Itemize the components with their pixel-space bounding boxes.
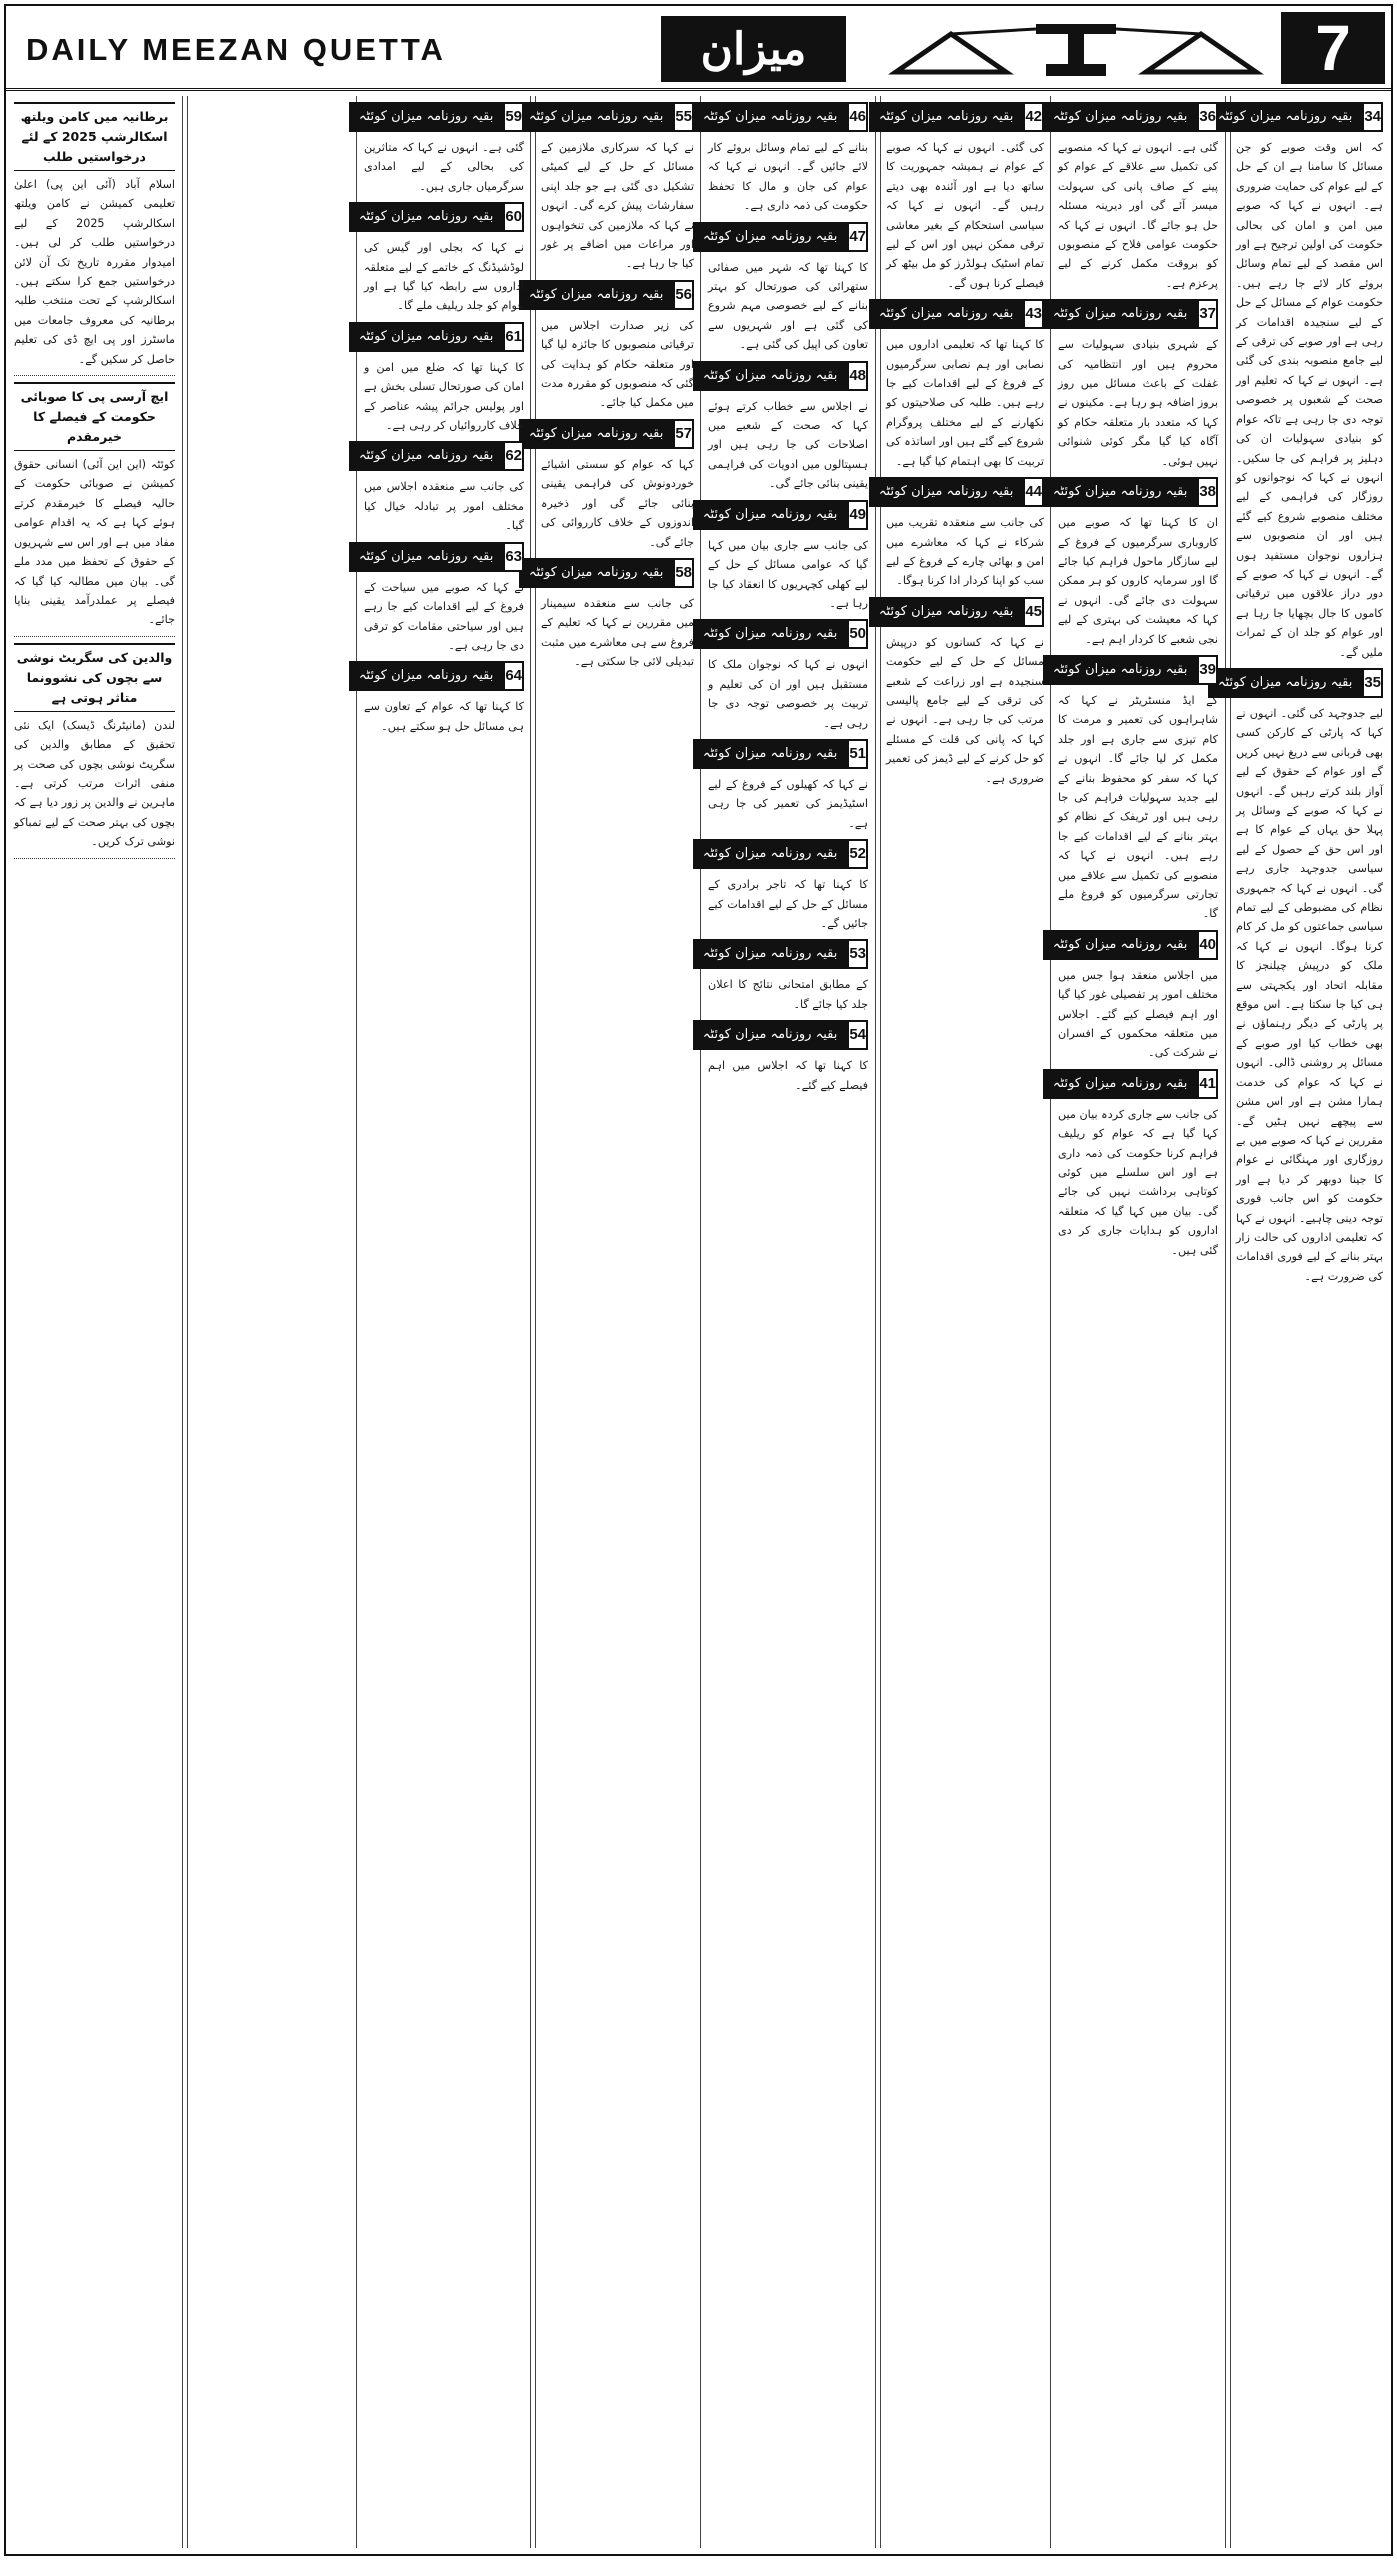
continuation-label: بقیہ روزنامہ میزان کوئٹہ [693,619,847,649]
continuation-block [702,1020,868,1095]
continuation-label: بقیہ روزنامہ میزان کوئٹہ [693,500,847,530]
news-column [528,96,700,2548]
continuation-label: بقیہ روزنامہ میزان کوئٹہ [349,441,503,471]
news-column [1052,96,1224,2548]
continuation-text: نے کہا کہ صوبے میں سیاحت کے فروغ کے لیے اقدامات کیے جا رہے ہیں اور سیاحتی مقامات کو ترقی دی جا رہی ہے۔ [364,580,524,652]
continuation-text: کا کہنا تھا کہ ضلع میں امن و امان کی صورتحال تسلی بخش ہے اور پولیس جرائم پیشہ عناصر کے خلاف کارروائیاں کر رہی ہے۔ [364,360,524,433]
continuation-text: انہوں نے کہا کہ نوجوان ملک کا مستقبل ہیں اور ان کی تعلیم و تربیت پر خصوصی توجہ دی جا رہی ہے۔ [708,658,868,730]
continuation-block [878,102,1044,293]
continuation-block [878,477,1044,591]
continuation-block [528,558,694,672]
continuation-header [528,419,694,449]
continuation-text: کی زیر صدارت اجلاس میں ترقیاتی منصوبوں کا جائزہ لیا گیا اور متعلقہ حکام کو ہدایت کی گئی کہ منصوبوں کو مقررہ مدت میں مکمل کیا جائے۔ [541,318,694,410]
continuation-number: 39 [1197,655,1218,685]
continuation-text: کی گئی۔ انہوں نے کہا کہ صوبے کے عوام نے ہمیشہ جمہوریت کا ساتھ دیا ہے اور آئندہ بھی دیتے رہیں گے۔ انہوں نے کہا کہ سیاسی استحکام کے بغیر معاشی ترقی ممکن نہیں اور اس کے لیے تمام اسٹیک ہولڈرز کو مل بیٹھ کر فیصلے کرنا ہوں گے۔ [886,141,1044,290]
continuation-header [702,939,868,969]
continuation-block [528,280,694,413]
continuation-header [528,280,694,310]
continuation-header [1217,102,1383,132]
continuation-label: بقیہ روزنامہ میزان کوئٹہ [519,280,673,310]
continuation-block [1052,299,1218,471]
continuation-label: بقیہ روزنامہ میزان کوئٹہ [1043,102,1197,132]
continuation-block [1052,655,1218,924]
continuation-header [358,542,524,572]
continuation-header [878,597,1044,627]
continuation-number: 58 [673,558,694,588]
continuation-text: نے اجلاس سے خطاب کرتے ہوئے کہا کہ صحت کے شعبے میں اصلاحات کی جا رہی ہیں اور ہسپتالوں میں ادویات کی فراہمی یقینی بنائی جائے گی۔ [708,399,868,491]
continuation-label: بقیہ روزنامہ میزان کوئٹہ [1043,1069,1197,1099]
newspaper-logo: میزان [661,16,846,82]
continuation-text: کا کہنا تھا کہ اجلاس میں اہم فیصلے کیے گئے۔ [708,1059,868,1092]
continuation-number: 63 [503,542,524,572]
continuation-text: میں اجلاس منعقد ہوا جس میں مختلف امور پر تفصیلی غور کیا گیا اور اہم فیصلے کیے گئے۔ اجلاس میں متعلقہ محکموں کے افسران نے شرکت کی۔ [1058,968,1218,1060]
news-column [880,96,1050,2548]
continuation-header [358,102,524,132]
continuation-text: کی جانب سے منعقدہ تقریب میں شرکاء نے کہا کہ معاشرے میں امن و بھائی چارے کے فروغ کے لیے سب کو اپنا کردار ادا کرنا ہوگا۔ [886,516,1044,588]
continuation-label: بقیہ روزنامہ میزان کوئٹہ [693,839,847,869]
continuation-header [702,619,868,649]
continuation-number: 38 [1197,477,1218,507]
continuation-text: کے مطابق امتحانی نتائج کا اعلان جلد کیا جائے گا۔ [708,978,868,1011]
continuation-number: 60 [503,202,524,232]
continuation-block [358,102,524,196]
continuation-block [528,419,694,552]
news-column [1217,96,1389,2548]
continuation-number: 44 [1023,477,1044,507]
continuation-text: کی جانب سے منعقدہ اجلاس میں مختلف امور پر تبادلہ خیال کیا گیا۔ [364,480,524,533]
continuation-label: بقیہ روزنامہ میزان کوئٹہ [869,477,1023,507]
column-rule [182,96,188,2548]
continuation-block [702,619,868,733]
continuation-text: کہا کہ عوام کو سستی اشیائے خوردونوش کی فراہمی یقینی بنائی جائے گی اور ذخیرہ اندوزوں کے خلاف کارروائی کی جائے گی۔ [541,457,694,549]
continuation-block [358,322,524,436]
continuation-header [1052,299,1218,329]
continuation-text: کا کہنا تھا کہ شہر میں صفائی ستھرائی کی صورتحال کو بہتر بنانے کے لیے خصوصی مہم شروع کی گئی ہے اور شہریوں سے تعاون کی اپیل کی گئی ہے۔ [708,260,868,352]
news-text: کوئٹہ (این این آئی) انسانی حقوق کمیشن نے صوبائی حکومت کے حالیہ فیصلے کا خیرمقدم کرتے ہوئے کہا ہے کہ یہ اقدام عوامی مفاد میں ہے اور اس سے شہریوں کے حقوق کے تحفظ میں مدد ملے گی۔ بیان میں مطالبہ کیا گیا کہ فیصلے پر عملدرآمد یقینی بنایا جائے۔ [14,458,175,627]
continuation-label: بقیہ روزنامہ میزان کوئٹہ [693,361,847,391]
continuation-label: بقیہ روزنامہ میزان کوئٹہ [519,558,673,588]
continuation-number: 40 [1197,930,1218,960]
continuation-text: نے کہا کہ کھیلوں کے فروغ کے لیے اسٹیڈیمز کی تعمیر کی جا رہی ہے۔ [708,777,868,830]
continuation-header [358,202,524,232]
continuation-header [702,361,868,391]
continuation-text: گئی ہے۔ انہوں نے کہا کہ متاثرین کی بحالی کے لیے امدادی سرگرمیاں جاری ہیں۔ [364,141,524,193]
continuation-text: کہ اس وقت صوبے کو جن مسائل کا سامنا ہے ان کے حل کے لیے عوام کی حمایت ضروری ہے۔ انہوں نے کہا کہ صوبے میں امن و امان کی بحالی حکومت کی اولین ترجیح ہے اور اس مقصد کے لیے تمام وسائل بروئے کار لائے جا رہے ہیں۔ حکومت عوام کے مسائل کے حل کے لیے سنجیدہ اقدامات کر رہی ہے اور صوبے کی ترقی کے لیے جامع منصوبہ بندی کی گئی ہے۔ انہوں نے کہا کہ تعلیم اور صحت کے شعبوں پر خصوصی توجہ دی جا رہی ہے تاکہ عوام کو بنیادی سہولیات ان کی دہلیز پر فراہم کی جا سکیں۔ انہوں نے کہا کہ نوجوانوں کو روزگار کی فراہمی کے لیے مختلف منصوبے شروع کیے گئے ہیں اور ان منصوبوں سے ہزاروں نوجوان مستفید ہوں گے۔ انہوں نے کہا کہ صوبے کے دور دراز علاقوں میں ترقیاتی کاموں کا جال بچھایا جا رہا ہے اور عوام کو جلد ان کے ثمرات ملیں گے۔ [1236,141,1383,659]
continuation-header [702,102,868,132]
news-headline: والدین کی سگریٹ نوشی سے بچوں کی نشوونما متاثر ہوتی ہے [14,643,175,712]
continuation-number: 42 [1023,102,1044,132]
continuation-number: 49 [847,500,868,530]
continuation-number: 41 [1197,1069,1218,1099]
continuation-text: نے کہا کہ سرکاری ملازمین کے مسائل کے حل کے لیے کمیٹی تشکیل دی گئی ہے جو جلد اپنی سفارشات پیش کرے گی۔ انہوں نے کہا کہ ملازمین کی تنخواہوں اور مراعات میں اضافے پر غور کیا جا رہا ہے۔ [541,141,694,271]
continuation-label: بقیہ روزنامہ میزان کوئٹہ [1043,299,1197,329]
column-rule [1050,96,1051,2548]
continuation-label: بقیہ روزنامہ میزان کوئٹہ [1208,668,1362,698]
continuation-label: بقیہ روزنامہ میزان کوئٹہ [869,299,1023,329]
continuation-number: 50 [847,619,868,649]
continuation-header [702,222,868,252]
news-column [358,96,530,2548]
continuation-number: 46 [847,102,868,132]
continuation-block [1217,102,1383,662]
continuation-header [358,322,524,352]
continuation-text: کا کہنا تھا کہ تعلیمی اداروں میں نصابی اور ہم نصابی سرگرمیوں کے فروغ کے لیے اقدامات کیے جا رہے ہیں۔ طلبہ کی صلاحیتوں کو نکھارنے کے لیے مختلف پروگرام شروع کیے گئے ہیں اور اساتذہ کی تربیت کا بھی اہتمام کیا گیا ہے۔ [886,338,1044,468]
continuation-number: 53 [847,939,868,969]
continuation-text: بنانے کے لیے تمام وسائل بروئے کار لائے جائیں گے۔ انہوں نے کہا کہ عوام کی جان و مال کا تحفظ حکومت کی ذمہ داری ہے۔ [708,141,868,213]
continuation-header [702,1020,868,1050]
continuation-number: 35 [1362,668,1383,698]
continuation-block [702,739,868,833]
continuation-number: 43 [1023,299,1044,329]
continuation-number: 61 [503,322,524,352]
continuation-header [878,477,1044,507]
continuation-number: 56 [673,280,694,310]
continuation-block [1052,477,1218,649]
continuation-label: بقیہ روزنامہ میزان کوئٹہ [519,419,673,449]
continuation-label: بقیہ روزنامہ میزان کوئٹہ [349,102,503,132]
column-rule [700,96,701,2548]
news-text: لندن (مانیٹرنگ ڈیسک) ایک نئی تحقیق کے مطابق والدین کی سگریٹ نوشی بچوں کی صحت پر منفی اثرات مرتب کرتی ہے۔ ماہرین نے والدین پر زور دیا ہے کہ بچوں کی بہتر صحت کے لیے تمباکو نوشی ترک کریں۔ [14,718,175,849]
masthead [6,6,1391,91]
continuation-number: 37 [1197,299,1218,329]
news-headline: برطانیہ میں کامن ویلتھ اسکالرشپ 2025 کے لئے درخواستیں طلب [14,102,175,171]
continuation-block [1217,668,1383,1286]
continuation-header [702,500,868,530]
continuation-header [878,299,1044,329]
continuation-block [1052,1069,1218,1260]
continuation-block [358,441,524,535]
continuation-block [702,102,868,216]
continuation-header [358,661,524,691]
continuation-number: 36 [1197,102,1218,132]
continuation-text: لیے جدوجہد کی گئی۔ انہوں نے کہا کہ پارٹی کے کارکن کسی بھی قربانی سے دریغ نہیں کریں گے اور عوام کے حقوق کے لیے آواز بلند کرتے رہیں گے۔ انہوں نے کہا کہ صوبے کے وسائل پر پہلا حق یہاں کے عوام کا ہے اور اس حق کے حصول کے لیے سیاسی جدوجہد جاری رہے گی۔ انہوں نے کہا کہ جمہوری نظام کی مضبوطی کے لیے تمام سیاسی جماعتوں کو مل کر کام کرنا ہوگا۔ انہوں نے کہا کہ ملک کو درپیش چیلنجز کا مقابلہ اتحاد اور یکجہتی سے ہی کیا جا سکتا ہے۔ اس موقع پر پارٹی کے دیگر رہنماؤں نے بھی خطاب کیا اور صوبے کے مسائل پر روشنی ڈالی۔ انہوں نے کہا کہ عوام کی خدمت ہمارا مشن ہے اور اس مشن سے پیچھے نہیں ہٹیں گے۔ مقررین نے کہا کہ صوبے میں بے روزگاری اور مہنگائی نے عوام کا جینا دوبھر کر دیا ہے اور حکومت کو اس جانب فوری توجہ دینی چاہیے۔ انہوں نے کہا کہ تعلیمی اداروں کی حالت زار بہتر بنانے کے لیے فوری اقدامات کی ضرورت ہے۔ [1236,706,1383,1283]
continuation-block [702,939,868,1014]
continuation-label: بقیہ روزنامہ میزان کوئٹہ [869,102,1023,132]
continuation-block [702,361,868,494]
continuation-label: بقیہ روزنامہ میزان کوئٹہ [693,1020,847,1050]
continuation-block [358,542,524,656]
continuation-label: بقیہ روزنامہ میزان کوئٹہ [693,222,847,252]
continuation-number: 62 [503,441,524,471]
divider [14,375,175,376]
scales-of-justice-icon [886,14,1266,84]
newspaper-name: DAILY MEEZAN QUETTA [26,32,446,67]
continuation-label: بقیہ روزنامہ میزان کوئٹہ [1043,655,1197,685]
page-number: 7 [1281,12,1385,84]
continuation-text: نے کہا کہ کسانوں کو درپیش مسائل کے حل کے لیے حکومت سنجیدہ ہے اور زراعت کے شعبے کی ترقی کے لیے جامع پالیسی مرتب کی جا رہی ہے۔ انہوں نے کہا کہ پانی کی قلت کے مسئلے کو حل کرنے کے لیے ڈیمز کی تعمیر ضروری ہے۔ [886,635,1044,785]
continuation-header [1052,1069,1218,1099]
continuation-text: کی جانب سے جاری بیان میں کہا گیا کہ عوامی مسائل کے حل کے لیے کھلی کچہریوں کا انعقاد کیا جا رہا ہے۔ [708,538,868,610]
continuation-number: 47 [847,222,868,252]
news-text: اسلام آباد (آئی این پی) اعلیٰ تعلیمی کمیشن نے کامن ویلتھ اسکالرشپ 2025 کے لیے درخواستیں طلب کر لی ہیں۔ امیدوار مقررہ تاریخ تک آن لائن درخواستیں جمع کرا سکتے ہیں۔ اسکالرشپ کے تحت منتخب طلبہ برطانیہ کی معروف جامعات میں ماسٹرز اور پی ایچ ڈی کی تعلیم حاصل کر سکیں گے۔ [14,178,175,366]
continuation-number: 34 [1362,102,1383,132]
continuation-text: کی جانب سے منعقدہ سیمینار میں مقررین نے کہا کہ تعلیم کے فروغ سے ہی معاشرے میں مثبت تبدیلی لائی جا سکتی ہے۔ [541,596,694,669]
continuation-number: 54 [847,1020,868,1050]
continuation-header [528,558,694,588]
continuation-header [528,102,694,132]
continuation-header [702,839,868,869]
continuation-text: گئی ہے۔ انہوں نے کہا کہ منصوبے کی تکمیل سے علاقے کے عوام کو پینے کے صاف پانی کی سہولت میسر آئے گی اور دیرینہ مسئلہ حل ہو جائے گا۔ انہوں نے کہا کہ حکومت عوامی فلاح کے منصوبوں کو بروقت مکمل کرنے کے لیے پرعزم ہے۔ [1058,141,1218,290]
continuation-label: بقیہ روزنامہ میزان کوئٹہ [693,739,847,769]
continuation-header [1217,668,1383,698]
continuation-label: بقیہ روزنامہ میزان کوئٹہ [693,102,847,132]
continuation-header [1052,477,1218,507]
continuation-block [702,222,868,355]
continuation-label: بقیہ روزنامہ میزان کوئٹہ [349,661,503,691]
news-column [702,96,874,2548]
news-headline: ایچ آرسی پی کا صوبائی حکومت کے فیصلے کا خیرمقدم [14,382,175,451]
continuation-block [878,597,1044,788]
continuation-text: ان کا کہنا تھا کہ صوبے میں کاروباری سرگرمیوں کے فروغ کے لیے سازگار ماحول فراہم کیا جائے گا اور سرمایہ کاروں کو ہر ممکن سہولت دی جائے گی۔ انہوں نے کہا کہ معیشت کی بہتری کے لیے نجی شعبے کا کردار اہم ہے۔ [1058,516,1218,646]
continuation-label: بقیہ روزنامہ میزان کوئٹہ [349,322,503,352]
continuation-block [702,839,868,933]
continuation-block [702,500,868,614]
continuation-label: بقیہ روزنامہ میزان کوئٹہ [349,542,503,572]
continuation-block [358,202,524,316]
continuation-label: بقیہ روزنامہ میزان کوئٹہ [519,102,673,132]
continuation-label: بقیہ روزنامہ میزان کوئٹہ [869,597,1023,627]
divider [14,636,175,637]
continuation-header [1052,102,1218,132]
continuation-text: نے کہا کہ بجلی اور گیس کی لوڈشیڈنگ کے خاتمے کے لیے متعلقہ اداروں سے رابطہ کیا گیا ہے اور عوام کو جلد ریلیف ملے گا۔ [364,241,524,313]
continuation-text: کا کہنا تھا کہ عوام کے تعاون سے ہی مسائل حل ہو سکتے ہیں۔ [364,700,524,733]
continuation-label: بقیہ روزنامہ میزان کوئٹہ [1208,102,1362,132]
continuation-number: 45 [1023,597,1044,627]
continuation-label: بقیہ روزنامہ میزان کوئٹہ [1043,930,1197,960]
continuation-block [878,299,1044,471]
divider [14,858,175,859]
continuation-number: 64 [503,661,524,691]
continuation-block [358,661,524,736]
news-column [8,96,181,2548]
continuation-number: 51 [847,739,868,769]
continuation-text: کے شہری بنیادی سہولیات سے محروم ہیں اور انتظامیہ کی غفلت کے باعث مسائل میں روز بروز اضافہ ہو رہا ہے۔ مکینوں نے کہا کہ متعدد بار متعلقہ حکام کو آگاہ کیا گیا مگر کوئی شنوائی نہیں ہوئی۔ [1058,338,1218,468]
continuation-block [1052,102,1218,293]
continuation-number: 48 [847,361,868,391]
continuation-block [1052,930,1218,1063]
continuation-label: بقیہ روزنامہ میزان کوئٹہ [1043,477,1197,507]
continuation-header [878,102,1044,132]
continuation-number: 59 [503,102,524,132]
continuation-header [358,441,524,471]
continuation-text: کا کہنا تھا کہ تاجر برادری کے مسائل کے حل کے لیے اقدامات کیے جائیں گے۔ [708,878,868,930]
continuation-label: بقیہ روزنامہ میزان کوئٹہ [349,202,503,232]
continuation-number: 52 [847,839,868,869]
continuation-block [528,102,694,274]
continuation-label: بقیہ روزنامہ میزان کوئٹہ [693,939,847,969]
continuation-number: 57 [673,419,694,449]
continuation-header [1052,930,1218,960]
continuation-header [702,739,868,769]
continuation-text: کے ایڈ منسٹریٹر نے کہا کہ شاہراہوں کی تعمیر و مرمت کا کام تیزی سے جاری ہے اور جلد مکمل کر لیا جائے گا۔ انہوں نے کہا کہ سفر کو محفوظ بنانے کے لیے جدید سہولیات فراہم کی جا رہی ہیں اور ٹریفک کے نظام کو بہتر بنانے کے لیے اقدامات کیے جا رہے ہیں۔ انہوں نے کہا کہ منصوبے کی تکمیل سے علاقے میں تجارتی سرگرمیوں کو فروغ ملے گا۔ [1058,693,1218,921]
continuation-number: 55 [673,102,694,132]
continuation-text: کی جانب سے جاری کردہ بیان میں کہا گیا ہے کہ عوام کو ریلیف فراہم کرنا حکومت کی ذمہ داری ہے اور اس سلسلے میں کوئی کوتاہی برداشت نہیں کی جائے گی۔ بیان میں کہا گیا کہ متعلقہ اداروں کو ہدایات جاری کر دی گئی ہیں۔ [1058,1107,1218,1257]
continuation-header [1052,655,1218,685]
